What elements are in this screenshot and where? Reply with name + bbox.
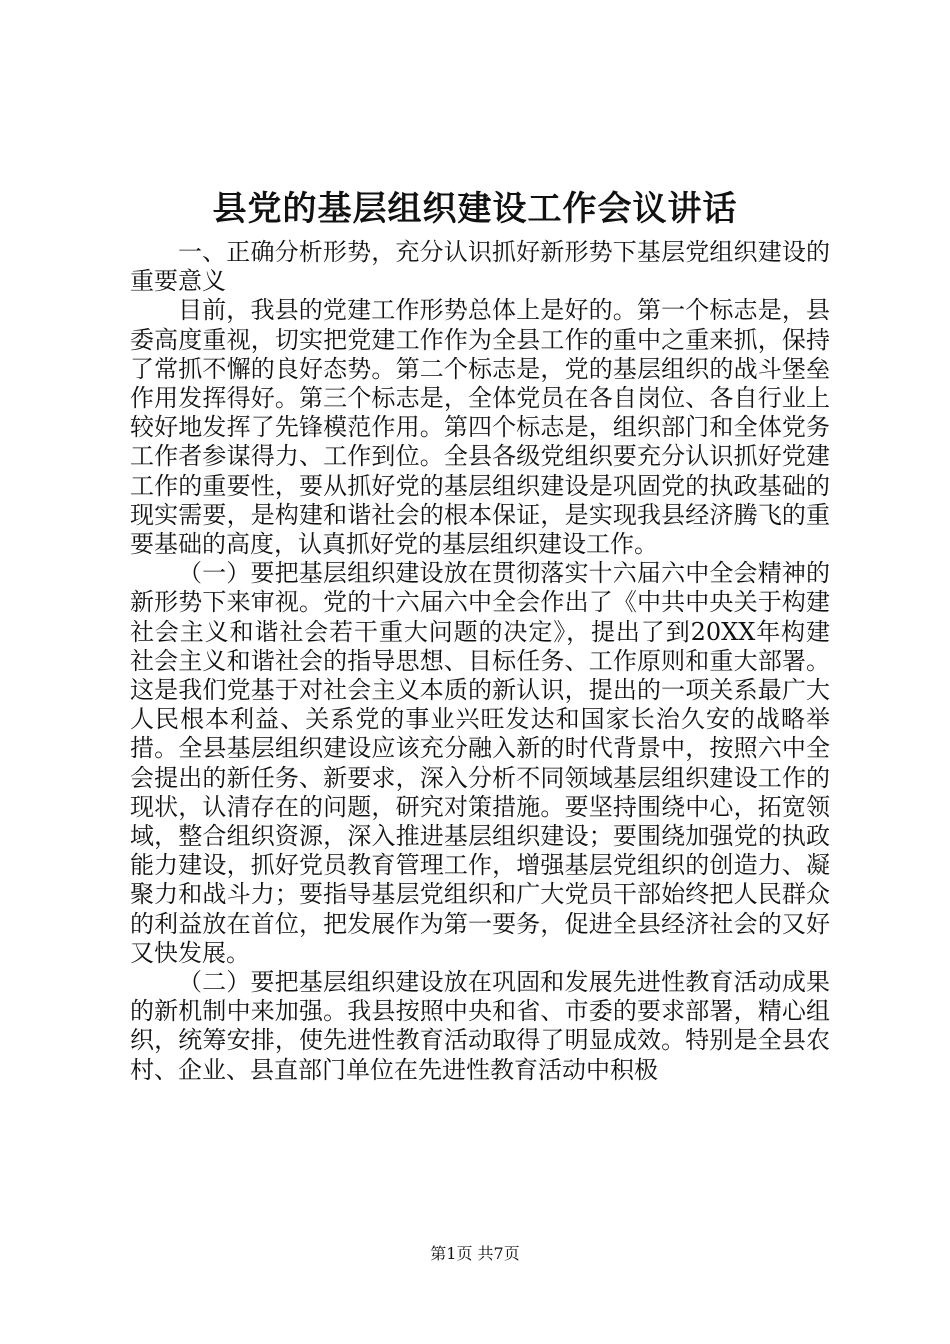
document-title: 县党的基层组织建设工作会议讲话 [212, 189, 738, 229]
section-heading: 一、正确分析形势，充分认识抓好新形势下基层党组织建设的重要意义 [130, 238, 830, 296]
page-number-footer: 第1页 共7页 [430, 1244, 520, 1263]
paragraph: （一）要把基层组织建设放在贯彻落实十六届六中全会精神的新形势下来审视。党的十六届六中全会作出了《中共中央关于构建社会主义和谐社会若干重大问题的决定》，提出了到20XX年构建社会主义和谐社会的指导思想、目标任务、工作原则和重大部署。这是我们党基于对社会主义本质的新认识，提出的一项关系最广大人民根本利益、关系党的事业兴旺发达和国家长治久安的战略举措。全县基层组织建设应该充分融入新的时代背景中，按照六中全会提出的新任务、新要求，深入分析不同领域基层组织建设工作的现状，认清存在的问题，研究对策措施。要坚持围绕中心，拓宽领域，整合组织资源，深入推进基层组织建设；要围绕加强党的执政能力建设，抓好党员教育管理工作，增强基层党组织的创造力、凝聚力和战斗力；要指导基层党组织和广大党员干部始终把人民群众的利益放在首位，把发展作为第一要务，促进全县经济社会的又好又快发展。 [130, 559, 830, 967]
document-body [130, 238, 830, 1085]
paragraph: （二）要把基层组织建设放在巩固和发展先进性教育活动成果的新机制中来加强。我县按照中央和省、市委的要求部署，精心组织，统筹安排，使先进性教育活动取得了明显成效。特别是全县农村、企业、县直部门单位在先进性教育活动中积极 [130, 968, 830, 1084]
paragraph: 目前，我县的党建工作形势总体上是好的。第一个标志是，县委高度重视，切实把党建工作作为全县工作的重中之重来抓，保持了常抓不懈的良好态势。第二个标志是，党的基层组织的战斗堡垒作用发挥得好。第三个标志是，全体党员在各自岗位、各自行业上较好地发挥了先锋模范作用。第四个标志是，组织部门和全体党务工作者参谋得力、工作到位。全县各级党组织要充分认识抓好党建工作的重要性，要从抓好党的基层组织建设是巩固党的执政基础的现实需要，是构建和谐社会的根本保证，是实现我县经济腾飞的重要基础的高度，认真抓好党的基层组织建设工作。 [130, 296, 830, 559]
